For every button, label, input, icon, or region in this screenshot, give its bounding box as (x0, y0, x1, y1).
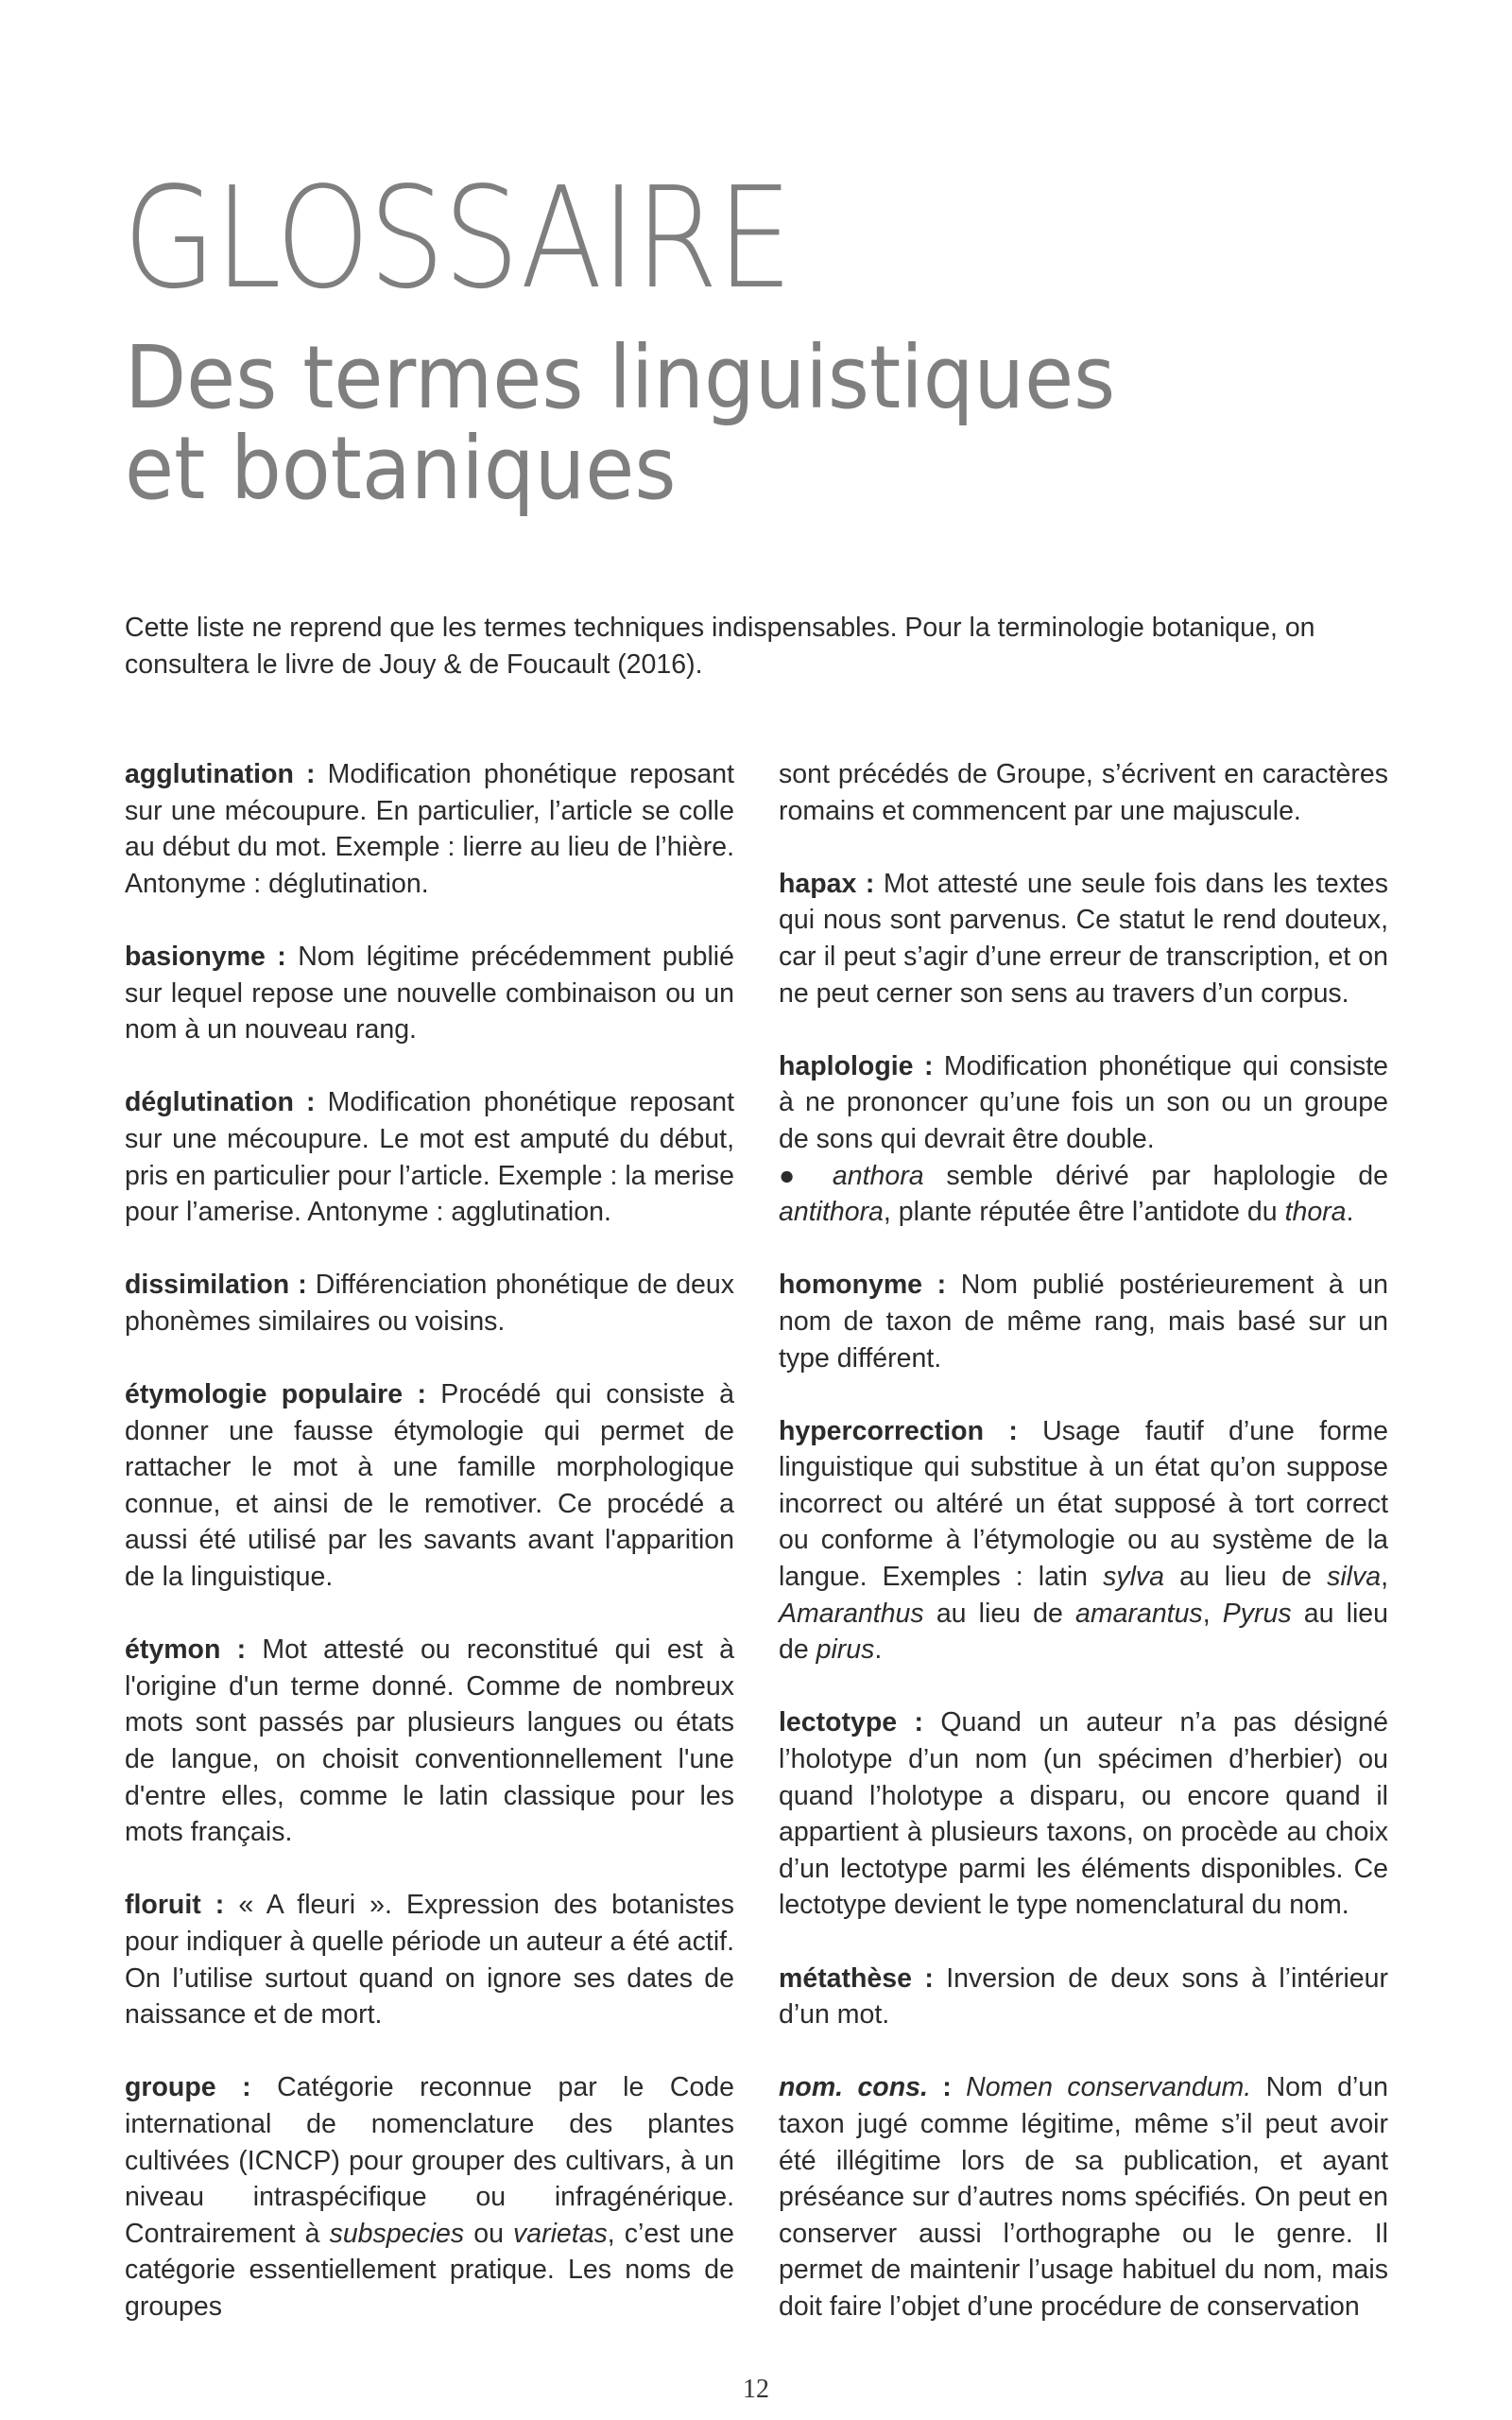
entry-italic: pirus (816, 1634, 875, 1666)
entry-definition: Nom légitime précédemment publié sur lequel repose une nouvelle combinaison ou un nom à un nouveau rang. (125, 941, 734, 1046)
glossary-entry-metathese (779, 1961, 1388, 2033)
entry-definition: Modification phonétique reposant sur une mécoupure. Le mot est amputé du début, pris en particulier pour l’article. Exemple : la merise pour l’amerise. Antonyme : agglutination. (125, 1087, 734, 1228)
page-subtitle (125, 327, 1255, 519)
glossary-entry-deglutination (125, 1084, 734, 1230)
glossary-entry-groupe (125, 2069, 734, 2325)
entry-italic: sylva (1103, 1562, 1165, 1593)
glossary-entry-etymologie-populaire (125, 1376, 734, 1596)
entry-definition: , plante réputée être l’antidote du (883, 1197, 1285, 1228)
entry-term: hapax : (779, 868, 875, 899)
entry-definition: , (1381, 1562, 1388, 1593)
entry-term: lectotype : (779, 1707, 923, 1738)
glossary-entry-floruit (125, 1887, 734, 2032)
entry-term: métathèse : (779, 1962, 934, 1994)
entry-term: nom. cons. (779, 2072, 928, 2103)
entry-term: étymologie populaire : (125, 1379, 426, 1410)
entry-italic: antithora (779, 1197, 884, 1228)
entry-definition: Nom publié postérieurement à un nom de taxon de même rang, mais basé sur un type différent. (779, 1270, 1388, 1374)
page-title: GLOSSAIRE (123, 157, 792, 320)
glossary-entry-haplologie (779, 1048, 1388, 1231)
entry-term: floruit : (125, 1890, 225, 1921)
entry-definition: . (1346, 1197, 1354, 1228)
left-column (125, 756, 734, 2361)
entry-term: basionyme : (125, 941, 286, 972)
right-column (779, 756, 1388, 2361)
entry-definition: Procédé qui consiste à donner une fausse étymologie qui permet de rattacher le mot à une famille morphologique connue, et ainsi de le remotiver. Ce procédé a aussi été utilisé par les savants avant l'apparition de la linguistique. (125, 1379, 734, 1593)
glossary-entry-dissimilation (125, 1267, 734, 1340)
subtitle-line-1: Des termes linguistiques (125, 327, 1116, 428)
entry-definition: Inversion de deux sons à l’intérieur d’un mot. (779, 1962, 1388, 2031)
entry-definition: ou (464, 2218, 513, 2249)
entry-term: agglutination : (125, 759, 316, 789)
subtitle-line-2: et botaniques (125, 418, 677, 519)
glossary-entry-etymon (125, 1632, 734, 1851)
entry-definition: « A fleuri ». Expression des botanistes pour indiquer à quelle période un auteur a été actif. On l’utilise surtout quand on ignore ses dates de naissance et de mort. (125, 1890, 734, 2031)
entry-definition: . (874, 1634, 883, 1666)
entry-definition: Quand un auteur n’a pas désigné l’holotype d’un nom (un spécimen d’herbier) ou quand l’holotype a disparu, ou encore quand il appartient à plusieurs taxons, on procède au choix d’un lectotype parmi les éléments disponibles. Ce lectotype devient le type nomenclatural du nom. (779, 1707, 1388, 1921)
entry-italic: Nomen conservandum. (951, 2072, 1252, 2103)
entry-definition: Catégorie reconnue par le Code international de nomenclature des plantes cultivées (ICNCP) pour grouper des cultivars, à un niveau intraspécifique ou infragénérique. Contrairement à (125, 2072, 734, 2249)
entry-term: dissimilation : (125, 1270, 307, 1301)
glossary-entry-homonyme (779, 1267, 1388, 1376)
entry-italic: silva (1327, 1562, 1382, 1593)
entry-definition: , (1202, 1598, 1223, 1629)
entry-italic: varietas (513, 2218, 608, 2249)
entry-italic: Amaranthus (779, 1598, 924, 1629)
entry-italic: Pyrus (1222, 1598, 1292, 1629)
entry-definition: Modification phonétique reposant sur une mécoupure. En particulier, l’article se colle au début du mot. Exemple : lierre au lieu de l’hière. Antonyme : déglutination. (125, 759, 734, 899)
entry-definition: Nom d’un taxon jugé comme légitime, même s’il peut avoir été illégitime lors de sa publication, et ayant préséance sur d’autres noms spécifiés. On peut en conserver aussi l’orthographe ou le genre. Il permet de maintenir l’usage habituel du nom, mais doit faire l’objet d’une procédure de conservation (779, 2072, 1388, 2322)
intro-paragraph: Cette liste ne reprend que les termes techniques indispensables. Pour la terminologie botanique, on consultera le livre de Jouy & de Foucault (2016). (125, 613, 1315, 680)
glossary-entry-nom-cons (779, 2069, 1388, 2325)
entry-definition: Modification phonétique qui consiste à ne prononcer qu’une fois un son ou un groupe de sons qui devrait être double. (779, 1050, 1388, 1154)
entry-term-colon: : (927, 2072, 952, 2103)
entry-italic: subspecies (329, 2218, 465, 2249)
entry-term: étymon : (125, 1634, 247, 1666)
entry-definition: , c’est une catégorie essentiellement pratique. Les noms de groupes (125, 2218, 734, 2322)
entry-definition: Mot attesté une seule fois dans les textes qui nous sont parvenus. Ce statut le rend douteux, car il peut s’agir d’une erreur de transcription, et on ne peut cerner son sens au travers d’un corpus. (779, 868, 1388, 1009)
entry-definition: au lieu de (923, 1598, 1076, 1629)
entry-term: homonyme : (779, 1270, 947, 1301)
entry-definition: Mot attesté ou reconstitué qui est à l'origine d'un terme donné. Comme de nombreux mots sont passés par plusieurs langues ou états de langue, on choisit conventionnellement l'une d'entre elles, comme le latin classique pour les mots français. (125, 1634, 734, 1848)
entry-definition: au lieu de (779, 1598, 1388, 1666)
entry-term: haplologie : (779, 1050, 934, 1081)
entry-definition: Usage fautif d’une forme linguistique qui substitue à un état qu’on suppose incorrect ou altéré un état supposé à tort correct ou conforme à l’étymologie ou au système de la langue. Exemples : latin (779, 1415, 1388, 1593)
entry-italic: amarantus (1075, 1598, 1203, 1629)
glossary-entry-agglutination (125, 756, 734, 902)
glossary-entry-groupe-continued: sont précédés de Groupe, s’écrivent en caractères romains et commencent par une majuscule. (779, 759, 1388, 826)
glossary-entry-hypercorrection (779, 1413, 1388, 1668)
entry-term: déglutination : (125, 1087, 316, 1118)
entry-definition: au lieu de (1164, 1562, 1328, 1593)
entry-italic: thora (1284, 1197, 1347, 1228)
glossary-entry-basionyme (125, 939, 734, 1048)
bullet-icon: ● (779, 1160, 811, 1191)
entry-definition: semble dérivé par haplologie de (923, 1160, 1388, 1191)
page-number: 12 (743, 2375, 769, 2404)
entry-term: hypercorrection : (779, 1415, 1018, 1446)
entry-term: groupe : (125, 2072, 251, 2103)
glossary-entry-lectotype (779, 1704, 1388, 1924)
entry-italic: anthora (832, 1160, 924, 1191)
entry-definition: Différenciation phonétique de deux phonèmes similaires ou voisins. (125, 1270, 734, 1337)
glossary-entry-hapax (779, 866, 1388, 1011)
